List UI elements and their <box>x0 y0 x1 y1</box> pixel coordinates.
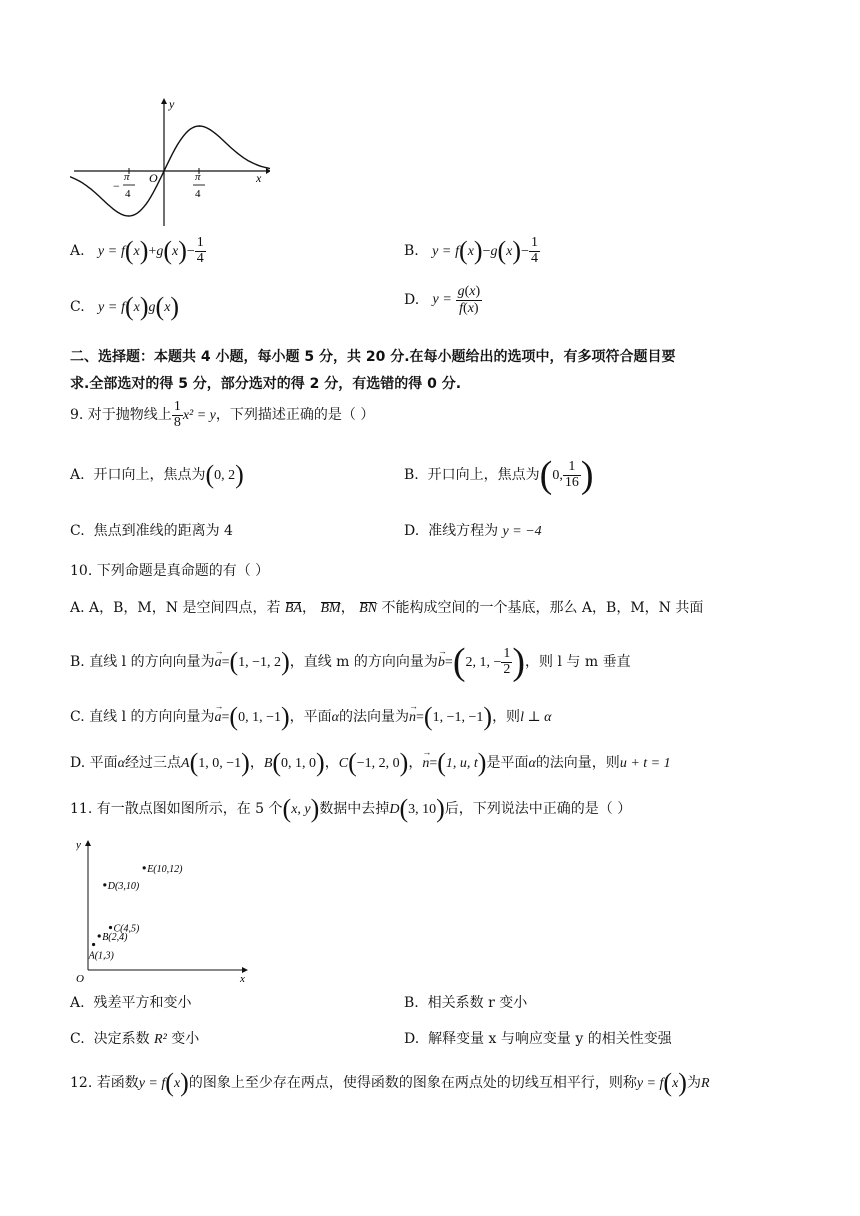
scatter-point <box>109 926 112 929</box>
scatter-point-label: D(3,10) <box>107 880 140 892</box>
q9-option-d[interactable]: D. 准线方程为 y = −4 <box>404 523 542 539</box>
scatter-y-arrow <box>85 840 91 846</box>
tick-neg-pi: π <box>124 171 130 183</box>
q10-option-a[interactable]: A. A，B，M，N 是空间四点，若 BA， BM， BN 不能构成空间的一个基底，那么 A，B，M，N 共面 <box>70 600 704 616</box>
q11-option-a[interactable]: A. 残差平方和变小 <box>70 995 192 1011</box>
scatter-point-label: A(1,3) <box>88 950 114 962</box>
y-axis-label: y <box>169 97 175 111</box>
q11-stem: 11. 有一散点图如图所示，在 5 个(x, y)数据中去掉D(3, 10)后，下列说法中正确的是（ ） <box>70 794 632 823</box>
scatter-plot <box>76 836 256 986</box>
q11-option-c[interactable]: C. 决定系数 R² 变小 <box>70 1031 200 1047</box>
x-axis-label: x <box>256 171 262 185</box>
scatter-points <box>88 864 184 962</box>
q10-stem: 10. 下列命题是真命题的有（ ） <box>70 563 270 579</box>
y-axis-arrow <box>161 98 167 104</box>
q9-option-b[interactable]: B. 开口向上，焦点为(0, $\frac{1}{16}$ ) <box>404 454 594 496</box>
q9-option-c[interactable]: C. 焦点到准线的距离为 4 <box>70 523 233 539</box>
q10-option-c[interactable]: C. 直线 l 的方向向量为a →=(0, 1, −1)，平面α的法向量为n →=(1, −1, −1)，则l ⊥ α <box>70 702 551 732</box>
scatter-origin-label: O <box>76 973 84 985</box>
q8-option-b[interactable]: B. y = f(x)−g(x)− $\frac{1}{4}$ <box>404 235 538 266</box>
q10-option-b[interactable]: B. 直线 l 的方向向量为a →=(1, −1, 2)，直线 m 的方向向量为b →=(2, 1, − $\frac{1}{2}$ )，则 l 与 m 垂直 <box>70 640 631 684</box>
scatter-point <box>92 943 95 946</box>
scatter-point-label: E(10,12) <box>147 863 183 875</box>
origin-label: O <box>149 171 158 185</box>
tick-neg-den: 4 <box>125 188 131 200</box>
scatter-point-label: B(2,4) <box>102 932 128 943</box>
tick-den: 4 <box>195 188 201 200</box>
q10-option-d[interactable]: D. 平面α经过三点A(1, 0, −1)，B(0, 1, 0)，C(−1, 2, 0)，n →=(1, u, t)是平面α的法向量，则u + t = 1 <box>70 748 671 778</box>
q12-stem: 12. 若函数y = f(x)的图象上至少存在两点，使得函数的图象在两点处的切线互相平行，则称y = f(x)为R <box>70 1068 710 1097</box>
scatter-point <box>103 883 106 886</box>
scatter-point-label: C(4,5) <box>113 923 140 935</box>
q11-option-b[interactable]: B. 相关系数 r 变小 <box>404 995 528 1011</box>
scatter-point <box>98 934 101 937</box>
scatter-x-label: x <box>240 973 245 985</box>
section-header-line2: 求.全部选对的得 5 分，部分选对的得 2 分，有选错的得 0 分. <box>70 376 462 392</box>
q8-option-d[interactable]: D. y = $\frac{g(x)}{f(x)}$ <box>404 284 481 316</box>
q9-option-a[interactable]: A. 开口向上，焦点为(0, 2) <box>70 460 244 489</box>
q8-option-c[interactable]: C. y = f(x)g(x) <box>70 292 180 321</box>
q11-option-d[interactable]: D. 解释变量 x 与响应变量 y 的相关性变强 <box>404 1031 672 1047</box>
function-graph <box>70 96 270 230</box>
q9-stem: 9. 对于抛物线上 $\frac{1}{8}$ x² = y，下列描述正确的是（ ） <box>70 399 375 430</box>
tick-neg-sign: − <box>113 179 120 193</box>
section-header-line1: 二、选择题：本题共 4 小题，每小题 5 分，共 20 分.在每小题给出的选项中，有多项符合题目要 <box>70 349 676 365</box>
scatter-y-label: y <box>76 839 81 851</box>
scatter-point <box>143 866 146 869</box>
tick-pi: π <box>195 171 201 183</box>
q8-option-a[interactable]: A. y = f(x)+g(x)− $\frac{1}{4}$ <box>70 235 204 266</box>
